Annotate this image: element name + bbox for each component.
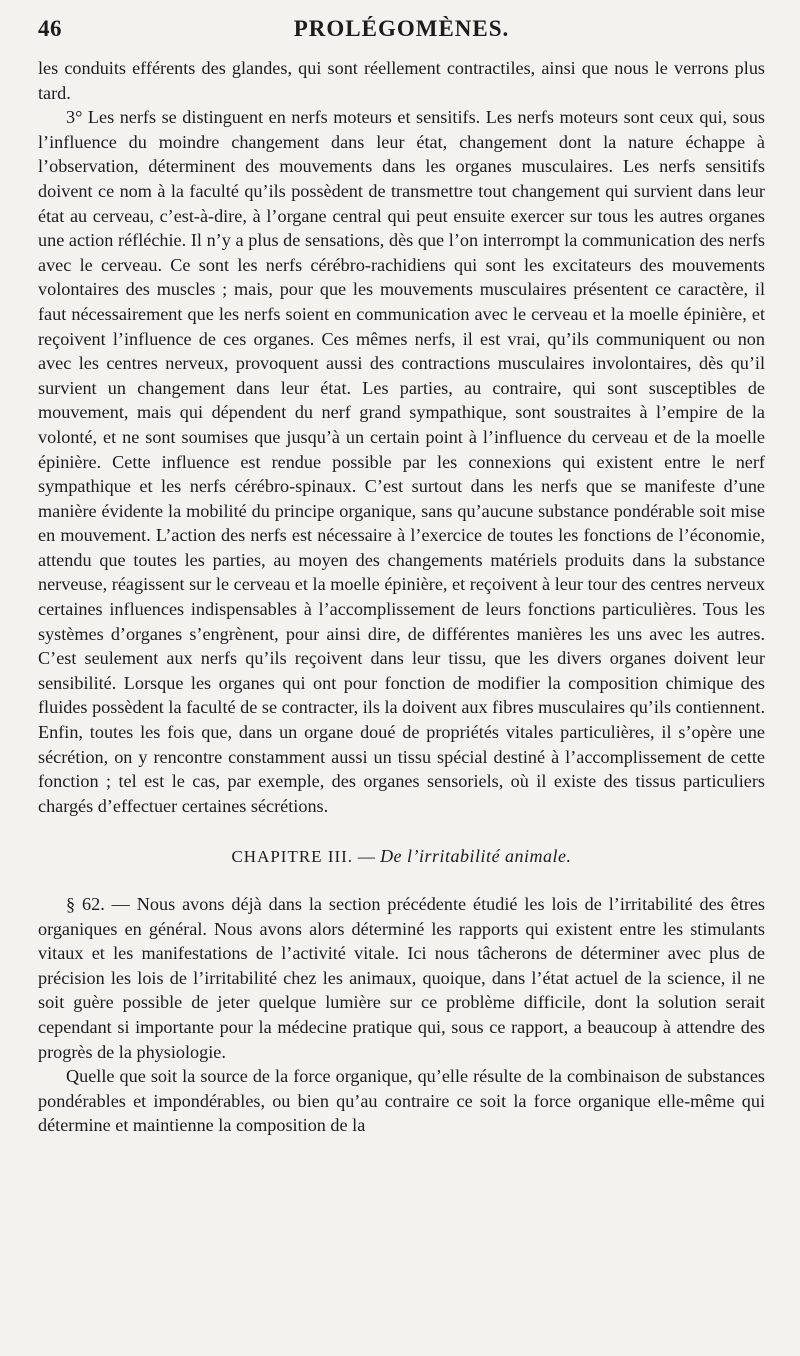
book-page [38, 16, 765, 1138]
paragraph-section-62: § 62. — Nous avons déjà dans la section précédente étudié les lois de l’irritabilité des êtres organiques en général. Nous avons alors déterminé les rapports qui existent entre les stimulants vitaux et les manifestations de l’activité vitale. Ici nous tâcherons de déterminer avec plus de précision les lois de l’irritabilité chez les animaux, quoique, dans l’état actuel de la science, il ne soit guère possible de jeter quelque lumière sur ce problème difficile, dont la solution serait cependant si importante pour la médecine pratique qui, sous ce rapport, a beaucoup à attendre des progrès de la physiologie. [38, 894, 765, 1062]
paragraph-nerves: 3° Les nerfs se distinguent en nerfs moteurs et sensitifs. Les nerfs moteurs sont ceux qui, sous l’influence du moindre changement dans leur état, changement dont la nature échappe à l’observation, déterminent des mouvements dans les organes musculaires. Les nerfs sensitifs doivent ce nom à la faculté qu’ils possèdent de transmettre tout changement qui survient dans leur état au cerveau, c’est-à-dire, à l’organe central qui peut ensuite exercer sur tous les autres organes une action réfléchie. Il n’y a plus de sensations, dès que l’on interrompt la communication des nerfs avec le cerveau. Ce sont les nerfs cérébro-rachidiens qui sont les excitateurs des mouvements volontaires des muscles ; mais, pour que les mouvements musculaires présentent ce caractère, il faut nécessairement que les nerfs soient en communication avec le cerveau et la moelle épinière, et reçoivent l’influence de ces organes. Ces mêmes nerfs, il est vrai, qu’ils communiquent ou non avec les centres nerveux, provoquent aussi des contractions musculaires involontaires, dès qu’il survient un changement dans leur état. Les parties, au contraire, qui sont susceptibles de mouvement, mais qui dépendent du nerf grand sympathique, sont soustraites à l’empire de la volonté, et ne sont soumises que jusqu’à un certain point à l’influence du cerveau et de la moelle épinière. Cette influence est rendue possible par les connexions qui existent entre le nerf sympathique et les nerfs cérébro-spinaux. C’est surtout dans les nerfs que se manifeste d’une manière évidente la mobilité du principe organique, sans qu’aucune substance pondérable soit mise en mouvement. L’action des nerfs est nécessaire à l’exercice de toutes les fonctions de l’économie, attendu que toutes les parties, au moyen des changements matériels produits dans la substance nerveuse, réagissent sur le cerveau et la moelle épinière, et reçoivent à leur tour des centres nerveux certaines influences indispensables à l’accomplissement de leurs fonctions particulières. Tous les systèmes d’organes s’engrènent, pour ainsi dire, de différentes manières les uns avec les autres. C’est seulement aux nerfs qu’ils reçoivent dans leur tissu, que les divers organes doivent leur sensibilité. Lorsque les organes qui ont pour fonction de modifier la composition chimique des fluides possèdent la faculté de se contracter, ils la doivent aux fibres musculaires qu’ils contiennent. Enfin, toutes les fois que, dans un organe doué de propriétés vitales particulières, il s’opère une sécrétion, on y rencontre constamment aussi un tissu spécial destiné à l’accomplissement de cette fonction ; tel est le cas, par exemple, des organes sensoriels, où il existe des tissus particuliers chargés d’effectuer certaines sécrétions. [38, 107, 765, 816]
page-number: 46 [38, 16, 62, 41]
paragraph-continuation: les conduits efférents des glandes, qui sont réellement contractiles, ainsi que nous le verrons plus tard. [38, 58, 765, 103]
chapter-label: CHAPITRE III. [231, 847, 354, 867]
running-title: PROLÉGOMÈNES. [293, 16, 510, 41]
chapter-title: De l’irritabilité animale. [380, 846, 572, 867]
paragraph-organic-force: Quelle que soit la source de la force organique, qu’elle résulte de la combinaison de substances pondérables et impondérables, ou bien qu’au contraire ce soit la force organique elle-même qui détermine et maintienne la composition de la [38, 1066, 765, 1136]
body-text [38, 56, 765, 1138]
chapter-heading [38, 844, 765, 870]
chapter-dash: — [357, 847, 376, 867]
running-head [38, 16, 765, 46]
